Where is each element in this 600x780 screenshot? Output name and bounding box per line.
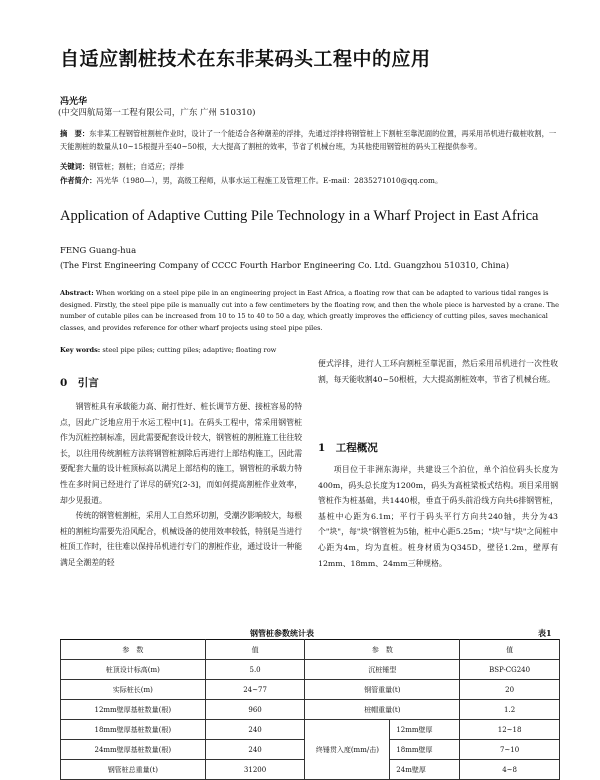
- table-cell: 7~10: [460, 740, 560, 760]
- table-header-cell: 参 数: [305, 640, 460, 660]
- section-0-paragraph: 传统的钢管桩割桩，采用人工自然环切割，受潮汐影响较大，每根桩的割桩均需要先沿风配合，机械设备的使用效率较低，特别是当进行桩顶工作时，往往难以保持吊机进行专门的割桩作业，通过设计一种能满足全潮差的轻: [60, 511, 302, 567]
- paper-title-en: Application of Adaptive Cutting Pile Technology in a Wharf Project in East Africa: [60, 208, 539, 224]
- section-0-title: 0 引言: [60, 377, 99, 389]
- table-subcell: 12mm壁厚: [390, 720, 460, 740]
- abstract-en-label: Abstract:: [60, 289, 94, 297]
- author-info-cn-text: 冯光华（1980—），男，高级工程师，从事水运工程施工及管理工作。E-mail：2835271010@qq.com。: [96, 176, 443, 185]
- author-name-en: FENG Guang-hua: [60, 246, 137, 256]
- paper-title-cn: 自适应割桩技术在东非某码头工程中的应用: [60, 48, 431, 70]
- table-cell: 钢管桩总重量(t): [61, 760, 206, 780]
- table-cell: 31200: [205, 760, 305, 780]
- keywords-cn-text: 钢管桩；割桩；自适应；浮排: [89, 162, 185, 171]
- keywords-en: [60, 346, 560, 354]
- table-cell: 24mm壁厚基桩数量(根): [61, 740, 206, 760]
- right-column-top-text: 便式浮排，进行人工环向割桩至靠泥面，然后采用吊机进行一次性收割，每天能收割40~50根桩，大大提高割桩效率，节省了机械台班。: [318, 359, 558, 384]
- pile-parameter-table: [60, 639, 560, 780]
- section-0-body: [60, 399, 302, 571]
- table-row: [61, 680, 560, 700]
- keywords-cn: [60, 161, 560, 174]
- table-subcell: 18mm壁厚: [390, 740, 460, 760]
- table-cell: 沉桩锤型: [305, 660, 460, 680]
- table-row: [61, 720, 560, 740]
- abstract-en-text: When working on a steel pipe pile in an engineering project in East Africa, a floating row that can be adapted to various tidal ranges is designed. Firstly, the steel pipe pile is manually cut into a few centimeters by the floating row, and then the whole piece is harvested by a crane. The number of cutable piles can be increased from 10 to 15 to 40 to 50 a day, which greatly improves the efficiency of cutting piles, saves mechanical classes, and provides reference for other wharf projects using steel pipe piles.: [60, 289, 560, 332]
- table-cell: 240: [205, 740, 305, 760]
- table-cell: 24~77: [205, 680, 305, 700]
- table-cell: 20: [460, 680, 560, 700]
- table-cell: 4~8: [460, 760, 560, 780]
- table-cell: 12mm壁厚基桩数量(根): [61, 700, 206, 720]
- author-info-cn: [60, 175, 560, 188]
- author-name-cn: 冯光华: [60, 97, 88, 107]
- table-cell: 1.2: [460, 700, 560, 720]
- table-header-cell: 参 数: [61, 640, 206, 660]
- abstract-cn-label: 摘 要：: [60, 129, 90, 138]
- table-row: [61, 700, 560, 720]
- abstract-cn-text: 东非某工程钢管桩割桩作业时，设计了一个能适合各种潮差的浮排，先通过浮排将钢管桩上下割桩至靠泥面的位置，再采用吊机进行截桩收割，一天能割桩的数量从10~15根提升至40~50根，大大提高了割桩的效率，节省了机械台班，为其他使用钢管桩的码头工程提供参考。: [60, 129, 557, 151]
- table-cell: 钢管重量(t): [305, 680, 460, 700]
- table-cell: 5.0: [205, 660, 305, 680]
- table-row: [61, 660, 560, 680]
- table-cell: 240: [205, 720, 305, 740]
- table-merged-cell: 终锤贯入度(mm/击): [305, 720, 390, 780]
- section-1-title: 1 工程概况: [318, 442, 378, 454]
- keywords-cn-label: 关键词：: [60, 162, 90, 171]
- affiliation-en: (The First Engineering Company of CCCC Fourth Harbor Engineering Co. Ltd. Guangzhou 510310, China): [60, 260, 509, 270]
- section-1-paragraph: 项目位于非洲东海岸，共建设三个泊位，单个泊位码头长度为400m，码头总长度为1200m，码头为高桩梁板式结构。项目采用钢管桩作为桩基础，共1440根，垂直于码头前沿线方向共6排钢管桩，基桩中心距为6.1m；平行于码头平行方向共240轴，共分为43个"块"，每"块"钢管桩为5轴，桩中心距5.25m；"块"与"块"之间桩中心距为4m，均为直桩。桩身材质为Q345D，壁径1.2m，壁厚有12mm、18mm、24mm三种规格。: [318, 465, 558, 568]
- table-cell: 桩顶设计标高(m): [61, 660, 206, 680]
- affiliation-cn: (中交四航局第一工程有限公司，广东 广州 510310): [58, 108, 256, 118]
- table-cell: 实际桩长(m): [61, 680, 206, 700]
- author-info-cn-label: 作者简介：: [60, 176, 97, 185]
- table-cell: 18mm壁厚基桩数量(根): [61, 720, 206, 740]
- table-cell: 12~18: [460, 720, 560, 740]
- table-number: 表1: [538, 628, 552, 638]
- section-1-body: [318, 462, 558, 571]
- abstract-cn: [60, 128, 560, 153]
- table-cell: 960: [205, 700, 305, 720]
- abstract-en: [60, 288, 560, 334]
- table-title: 钢管桩参数统计表: [250, 628, 314, 638]
- section-0-paragraph: 钢管桩具有承载能力高、耐打性好、桩长调节方便、接桩容易的特点，因此广泛地应用于水运工程中[1]。在码头工程中，常采用钢管桩作为沉桩控制标准，因此需要配套设计较大，钢管桩的割桩施工往往较长，以往用传统割桩方法将钢管桩割除后再进行上部结构施工，因此需要配套大量的设计桩顶标高以满足上部结构的施工，钢管桩的承载力特性在多时间已经进行了详尽的研究[2-3]，而如何提高割桩作业效率，却少见报道。: [60, 402, 302, 505]
- table-subcell: 24m壁厚: [390, 760, 460, 780]
- table-cell: 桩帽重量(t): [305, 700, 460, 720]
- keywords-en-label: Key words:: [60, 346, 101, 354]
- table-header-cell: 值: [205, 640, 305, 660]
- table-header-row: [61, 640, 560, 660]
- table-header-cell: 值: [460, 640, 560, 660]
- keywords-en-text: steel pipe piles; cutting piles; adaptive; floating row: [102, 346, 277, 354]
- table-cell: BSP-CG240: [460, 660, 560, 680]
